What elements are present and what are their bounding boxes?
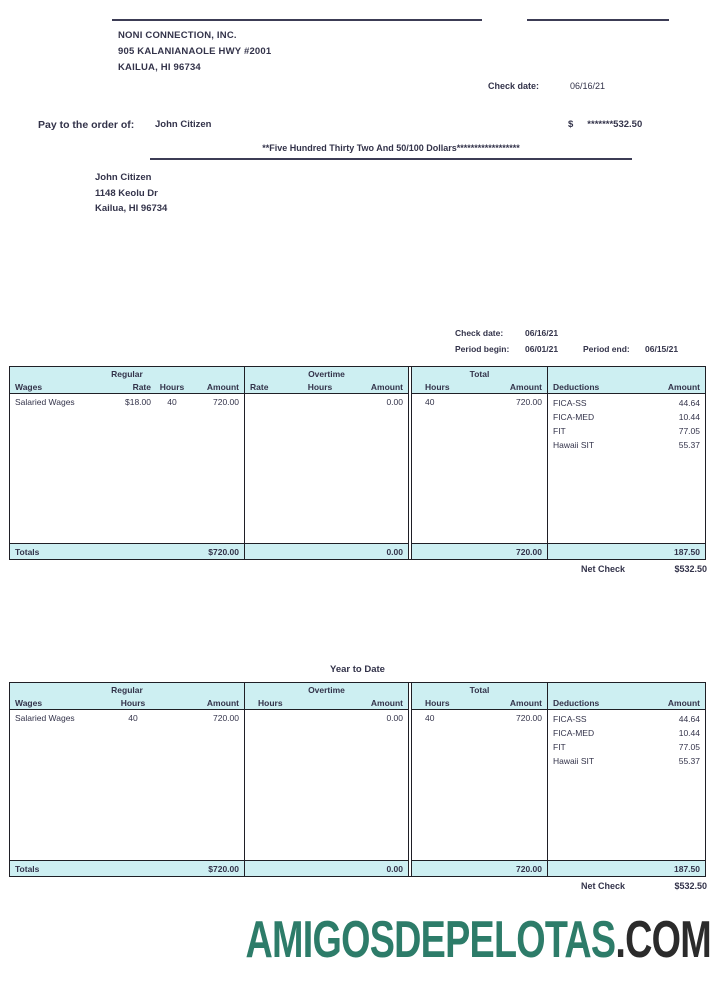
regular-total-amount: $720.00: [208, 546, 239, 557]
hours-cell: 40: [425, 713, 435, 723]
totals-label: Totals: [15, 863, 40, 874]
amount-words-underline: [150, 158, 632, 160]
total-row: [417, 396, 542, 409]
deduction-name: FICA-SS: [553, 398, 587, 408]
rate-cell: $18.00: [125, 397, 151, 407]
deduction-row: [553, 438, 700, 452]
total-column-headers: [412, 696, 547, 710]
overtime-wage-row: [250, 396, 403, 409]
deduction-name: Hawaii SIT: [553, 756, 595, 766]
deduction-name: FIT: [553, 426, 566, 436]
pay-to-label: Pay to the order of:: [38, 119, 135, 131]
company-address-line2: KAILUA, HI 96734: [118, 62, 201, 73]
deduction-row: [553, 712, 700, 726]
deductions-column-headers: [548, 696, 705, 710]
deductions-total-amount: 187.50: [674, 546, 700, 557]
overtime-totals-cell: [245, 543, 408, 559]
deduction-row: [553, 410, 700, 424]
recipient-city: Kailua, HI 96734: [95, 203, 168, 214]
company-name: NONI CONNECTION, INC.: [118, 30, 237, 41]
stub-check-date-label: Check date:: [455, 328, 504, 338]
recipient-block: [95, 170, 167, 217]
amount-cell: 720.00: [516, 713, 542, 723]
wage-type-cell: Salaried Wages: [15, 713, 75, 723]
col-hours: Hours: [307, 381, 333, 392]
overtime-total-amount: 0.00: [386, 546, 403, 557]
deductions-totals-cell: [548, 860, 705, 876]
hours-cell: 40: [167, 397, 177, 407]
overtime-total-amount: 0.00: [386, 863, 403, 874]
totals-label: Totals: [15, 546, 40, 557]
current-overtime-section: [245, 367, 408, 559]
hours-cell: 40: [128, 713, 138, 723]
amount-cell: 0.00: [386, 713, 403, 723]
deduction-row: [553, 754, 700, 768]
deduction-amount: 55.37: [678, 440, 700, 450]
total-totals-cell: [412, 543, 547, 559]
col-amount: Amount: [667, 381, 700, 392]
payee-name: John Citizen: [155, 119, 212, 130]
payee-underline: [112, 19, 482, 21]
col-wages: Wages: [15, 381, 43, 392]
total-column-headers: [412, 380, 547, 394]
company-block: [118, 28, 271, 76]
col-rate: Rate: [132, 381, 151, 392]
deduction-amount: 44.64: [678, 398, 700, 408]
deduction-amount: 10.44: [678, 728, 700, 738]
total-total-amount: 720.00: [516, 863, 542, 874]
overtime-column-headers: [245, 696, 408, 710]
amount-words: **Five Hundred Thirty Two And 50/100 Dollars******************: [262, 143, 520, 153]
net-check-value: $532.50: [674, 881, 707, 891]
col-rate: Rate: [250, 381, 269, 392]
deduction-amount: 77.05: [678, 742, 700, 752]
deduction-amount: 55.37: [678, 756, 700, 766]
overtime-wage-row: [250, 712, 403, 725]
regular-column-headers: [10, 696, 244, 710]
deductions-total-amount: 187.50: [674, 863, 700, 874]
check-date-row: [488, 81, 605, 91]
amount-numeric: *******532.50: [587, 119, 643, 130]
stub-check-date-value: 06/16/21: [525, 328, 559, 338]
overtime-group-header: Overtime: [245, 683, 408, 696]
col-wages: Wages: [15, 697, 43, 708]
ytd-earnings-table: [9, 682, 706, 877]
recipient-name: John Citizen: [95, 172, 152, 183]
total-total-amount: 720.00: [516, 546, 542, 557]
regular-wage-row: [15, 712, 239, 725]
deduction-row: [553, 424, 700, 438]
regular-column-headers: [10, 380, 244, 394]
net-check-label: Net Check: [580, 881, 625, 891]
ytd-total-section: [412, 683, 547, 876]
deduction-name: FICA-MED: [553, 412, 595, 422]
col-amount: Amount: [509, 697, 542, 708]
overtime-group-header: Overtime: [245, 367, 408, 380]
regular-total-amount: $720.00: [208, 863, 239, 874]
amount-cell: 720.00: [516, 397, 542, 407]
check-date-value: 06/16/21: [570, 81, 606, 91]
period-end-label: Period end:: [583, 344, 630, 354]
recipient-street: 1148 Keolu Dr: [95, 187, 158, 199]
amount-cell: 720.00: [213, 397, 239, 407]
net-check-label: Net Check: [580, 564, 625, 574]
watermark: [246, 907, 711, 968]
check-date-label: Check date:: [488, 81, 540, 91]
col-hours: Hours: [120, 697, 146, 708]
wage-type-cell: Salaried Wages: [15, 397, 75, 407]
hours-cell: 40: [425, 397, 435, 407]
deduction-name: FICA-MED: [553, 728, 595, 738]
deduction-amount: 44.64: [678, 714, 700, 724]
regular-totals-cell: [10, 543, 244, 559]
period-begin-label: Period begin:: [455, 344, 510, 354]
total-group-header: Total: [412, 367, 547, 380]
dollar-sign: $: [568, 119, 574, 130]
deduction-amount: 77.05: [678, 426, 700, 436]
col-hours: Hours: [425, 697, 450, 708]
regular-wage-row: [15, 396, 239, 409]
ytd-net-check-row: [0, 881, 707, 891]
regular-totals-cell: [10, 860, 244, 876]
regular-group-header: Regular: [10, 367, 244, 380]
amount-cell: 0.00: [386, 397, 403, 407]
col-hours: Hours: [159, 381, 185, 392]
deduction-row: [553, 396, 700, 410]
amount-box: [568, 119, 708, 130]
col-amount: Amount: [370, 697, 403, 708]
watermark-tld: .COM: [615, 909, 711, 968]
deduction-row: [553, 740, 700, 754]
col-hours: Hours: [425, 381, 450, 392]
col-hours: Hours: [258, 697, 283, 708]
current-regular-section: [10, 367, 244, 559]
period-end-value: 06/15/21: [645, 344, 679, 354]
ytd-deductions-section: [548, 683, 705, 876]
col-deductions: Deductions: [553, 697, 600, 708]
ytd-overtime-section: [245, 683, 408, 876]
period-begin-value: 06/01/21: [525, 344, 559, 354]
deduction-row: [553, 726, 700, 740]
deductions-totals-cell: [548, 543, 705, 559]
watermark-brand: AMIGOSDEPELOTAS: [245, 909, 616, 968]
total-group-header: Total: [412, 683, 547, 696]
amount-underline: [527, 19, 669, 21]
overtime-column-headers: [245, 380, 408, 394]
company-address-line1: 905 KALANIANAOLE HWY #2001: [118, 46, 272, 57]
pay-to-row: [38, 117, 708, 137]
total-row: [417, 712, 542, 725]
amount-cell: 720.00: [213, 713, 239, 723]
current-deductions-section: [548, 367, 705, 559]
deduction-name: FICA-SS: [553, 714, 587, 724]
ytd-regular-section: [10, 683, 244, 876]
current-earnings-table: [9, 366, 706, 560]
regular-group-header: Regular: [10, 683, 244, 696]
deduction-amount: 10.44: [678, 412, 700, 422]
col-amount: Amount: [370, 381, 403, 392]
overtime-totals-cell: [245, 860, 408, 876]
col-amount: Amount: [206, 697, 239, 708]
deduction-name: Hawaii SIT: [553, 440, 595, 450]
col-amount: Amount: [667, 697, 700, 708]
deductions-column-headers: [548, 380, 705, 394]
ytd-title: Year to Date: [330, 664, 385, 675]
total-totals-cell: [412, 860, 547, 876]
current-total-section: [412, 367, 547, 559]
col-amount: Amount: [509, 381, 542, 392]
net-check-row: [0, 564, 707, 574]
net-check-value: $532.50: [674, 564, 707, 574]
col-amount: Amount: [206, 381, 239, 392]
stub-dates-block: [455, 325, 678, 357]
deduction-name: FIT: [553, 742, 566, 752]
col-deductions: Deductions: [553, 381, 600, 392]
